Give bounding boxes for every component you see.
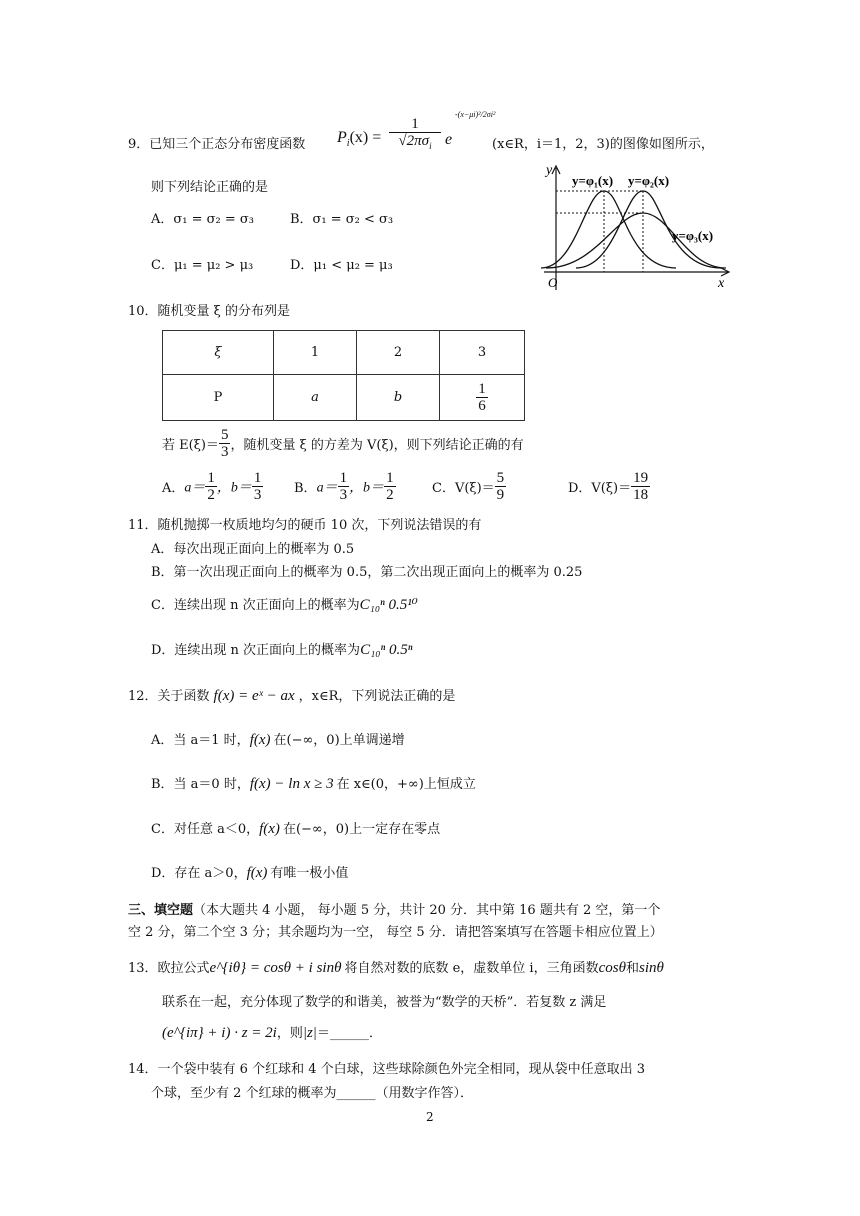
q9-formula-fraction: 1 $√2\pi\sigma_i$ — [389, 116, 441, 154]
q14-line1: 14．一个袋中装有 6 个红球和 4 个白球，这些球除颜色外完全相同，现从袋中任意取出 3 — [128, 1062, 646, 1077]
q9-stem-c: 则下列结论正确的是 — [151, 180, 269, 195]
q12-option-c: C．对任意 a＜0，f(x) 在(−∞，0)上一定存在零点 — [151, 821, 441, 837]
q13-line3: (e^{iπ} + i) · z = 2i，则|z|＝______． — [162, 1025, 382, 1041]
q10-condition: 若 E(ξ)＝ $\frac{5}{3}$ ，随机变量 ξ 的方差为 V(ξ)，则下列结论正确的有 — [162, 427, 524, 460]
q10-option-b: B．a＝ $\frac{1}{3}$ ，b＝ $\frac{1}{2}$ — [294, 470, 394, 503]
q9-option-c: C．μ₁ = μ₂ > μ₃ — [151, 258, 254, 273]
q12-option-b: B．当 a＝0 时，f(x) − ln x ≥ 3 在 x∈(0，+∞)上恒成立 — [151, 776, 476, 792]
q9-formula-exponent: -(x−μi)²/2σi² — [455, 110, 496, 119]
q11-stem: 11．随机抛掷一枚质地均匀的硬币 10 次，下列说法错误的有 — [128, 518, 482, 533]
q14-line2: 个球，至少有 2 个红球的概率为______（用数字作答）． — [151, 1086, 474, 1101]
q10-table-fraction: $\frac{1}{6}$ — [478, 381, 486, 414]
q10-option-c: C．V(ξ)＝ $\frac{5}{9}$ — [432, 470, 505, 503]
q10-distribution-table — [162, 330, 525, 421]
q12-option-d: D．存在 a＞0，f(x) 有唯一极小值 — [151, 865, 349, 881]
q10-option-a: A．a＝ $\frac{1}{2}$ ，b＝ $\frac{1}{3}$ — [162, 470, 262, 503]
table-row: ξ 1 2 3 — [163, 331, 525, 375]
section3-header: 三、填空题（本大题共 4 小题， 每小题 5 分，共计 20 分．其中第 16 题共有 2 空，第一个 — [128, 903, 661, 918]
q9-option-b: B．σ₁ = σ₂ < σ₃ — [290, 212, 394, 227]
y-label: y — [546, 163, 553, 178]
q11-option-d: D．连续出现 n 次正面向上的概率为C₁₀ⁿ 0.5ⁿ — [151, 642, 413, 658]
q9-stem-b: (x∈R，i＝1，2，3)的图像如图所示， — [492, 137, 714, 152]
label-phi2: y=φ₂(x) — [628, 173, 670, 188]
table-row: P a b $\frac{1}{6}$ — [163, 375, 525, 421]
q12-stem: 12．关于函数 f(x) = eˣ − ax ，x∈R，下列说法正确的是 — [128, 688, 456, 704]
q10-option-d: D．V(ξ)＝ $\frac{19}{18}$ — [568, 470, 649, 503]
section3-desc2: 空 2 分，第二个空 3 分；其余题均为一空， 每空 5 分．请把答案填写在答题卡相应位置上） — [128, 925, 663, 940]
q11-option-b: B．第一次出现正面向上的概率为 0.5，第二次出现正面向上的概率为 0.25 — [151, 565, 583, 580]
q9-stem — [128, 133, 305, 152]
q13-line2: 联系在一起，充分体现了数学的和谐美，被誉为“数学的天桥”．若复数 z 满足 — [162, 995, 607, 1010]
q12-option-a: A．当 a＝1 时，f(x) 在(−∞，0)上单调递增 — [151, 732, 405, 748]
q9-stem-a: 9．已知三个正态分布密度函数 — [128, 137, 306, 152]
x-label: x — [718, 276, 725, 291]
label-phi3: y=φ₃(x) — [672, 228, 714, 243]
page-number: 2 — [426, 1110, 434, 1124]
curve-phi1 — [541, 191, 676, 268]
q9-normal-distribution-graph — [536, 160, 736, 295]
label-phi1: y=φ₁(x) — [572, 173, 614, 188]
q13-line1: 13．欧拉公式e^{iθ} = cosθ + i sinθ 将自然对数的底数 e，虚数单位 i，三角函数cosθ和sinθ — [128, 960, 664, 976]
q9-option-d: D．μ₁ < μ₂ = μ₃ — [290, 258, 393, 273]
q11-option-a: A．每次出现正面向上的概率为 0.5 — [151, 542, 355, 557]
origin-label: O — [548, 275, 558, 290]
q10-stem: 10．随机变量 ξ 的分布列是 — [128, 304, 290, 319]
q11-option-c: C．连续出现 n 次正面向上的概率为C₁₀ⁿ 0.5¹⁰ — [151, 597, 418, 613]
q9-option-a: A．σ₁ = σ₂ = σ₃ — [151, 212, 254, 227]
